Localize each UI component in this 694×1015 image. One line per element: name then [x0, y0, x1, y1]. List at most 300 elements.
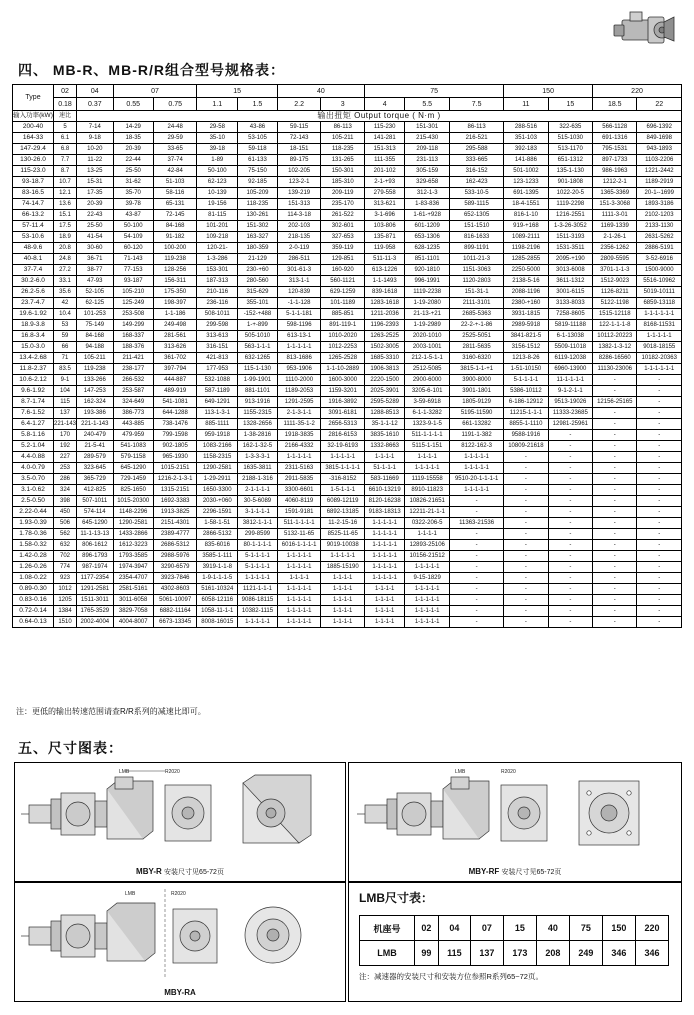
torque-cell: -: [593, 595, 637, 606]
torque-cell: 11-22: [77, 155, 114, 166]
torque-cell: 12981-25961: [548, 419, 592, 430]
torque-cell: 72-145: [153, 210, 197, 221]
row-ratio: 35.6: [54, 287, 77, 298]
torque-cell: 29-59: [153, 133, 197, 144]
torque-cell: 5-1-1-1-1: [504, 375, 548, 386]
torque-cell: 1-1-1-1: [365, 452, 405, 463]
torque-cell: 5-1-1-1-1: [238, 551, 278, 562]
torque-cell: 327-653: [321, 232, 365, 243]
row-ratio: 192: [54, 441, 77, 452]
torque-cell: 210-116: [197, 287, 238, 298]
torque-cell: 128-256: [153, 265, 197, 276]
torque-cell: 1-1-1-1: [405, 529, 450, 540]
table-row: [13, 166, 682, 177]
torque-cell: 1635-3811: [238, 463, 278, 474]
torque-cell: 501-1002: [504, 166, 548, 177]
torque-cell: 313-626: [153, 342, 197, 353]
lmb-row-label: LMB: [360, 941, 415, 966]
row-ratio: 15.1: [54, 210, 77, 221]
torque-cell: 6882-11164: [153, 606, 197, 617]
torque-cell: -: [504, 496, 548, 507]
row-ratio: 221-143: [54, 419, 77, 430]
torque-cell: -: [548, 518, 592, 529]
torque-cell: -152-+488: [238, 309, 278, 320]
torque-cell: -: [637, 496, 682, 507]
torque-cell: 151-31-1: [450, 287, 504, 298]
torque-cell: 151-301: [405, 122, 450, 133]
row-type: 16.8-3.4: [13, 331, 54, 342]
torque-cell: 2354-4707: [113, 573, 153, 584]
torque-cell: 1-19-2080: [405, 298, 450, 309]
torque-cell: 511-1-1-1-1: [277, 518, 321, 529]
torque-cell: 1-1-1-1-1: [238, 617, 278, 628]
torque-cell: 5195-11590: [450, 408, 504, 419]
table-row: [13, 155, 682, 166]
torque-cell: 1-1-1-1-1: [365, 562, 405, 573]
torque-cell: -: [548, 529, 592, 540]
torque-cell: 5132-11-65: [277, 529, 321, 540]
table-row: [13, 221, 682, 232]
torque-cell: 289-579: [77, 452, 114, 463]
torque-cell: -: [637, 430, 682, 441]
row-type: 23.7-4.7: [13, 298, 54, 309]
torque-cell: 162-423: [450, 177, 504, 188]
table-row: [13, 188, 682, 199]
torque-cell: 17-35: [77, 188, 114, 199]
torque-cell: 103-806: [365, 221, 405, 232]
row-type: 40-8.1: [13, 254, 54, 265]
torque-cell: 1103-2206: [637, 155, 682, 166]
torque-cell: 1323-9-1-5: [405, 419, 450, 430]
torque-cell: 2-1-26-1: [593, 232, 637, 243]
lmb-size: 07: [470, 916, 503, 941]
torque-cell: 1211-2036: [365, 309, 405, 320]
torque-cell: 1685-3310: [365, 353, 405, 364]
torque-cell: 1-1-1-1-1: [277, 584, 321, 595]
torque-cell: 91-182: [153, 232, 197, 243]
torque-cell: 1591-9181: [277, 507, 321, 518]
torque-cell: 32-19-6193: [321, 441, 365, 452]
torque-cell: -: [548, 507, 592, 518]
torque-cell: 92-185: [238, 177, 278, 188]
diagram-mby-ra: [14, 882, 346, 1002]
torque-cell: 613-13-1: [277, 331, 321, 342]
torque-cell: -: [593, 617, 637, 628]
torque-cell: 2809-5595: [593, 254, 637, 265]
row-ratio: 20.8: [54, 243, 77, 254]
torque-cell: 1-1-1-1-1: [405, 463, 450, 474]
torque-cell: -: [593, 573, 637, 584]
power-group-header: 40: [277, 85, 364, 98]
torque-cell: 119-958: [365, 243, 405, 254]
torque-cell: 1291-2595: [277, 397, 321, 408]
torque-cell: 5509-11018: [548, 342, 592, 353]
torque-cell: 628-1235: [405, 243, 450, 254]
dimension-section-heading: 五、尺寸图表：: [18, 740, 123, 756]
torque-cell: 1-5-1-1-1: [321, 485, 365, 496]
torque-cell: 1-19-2989: [405, 320, 450, 331]
torque-cell: 1-38-2816: [238, 430, 278, 441]
torque-cell: 177-953: [197, 364, 238, 375]
torque-cell: 115-230: [365, 122, 405, 133]
torque-cell: 12893-25106: [405, 540, 450, 551]
torque-cell: -: [450, 573, 504, 584]
lmb-note: 注：减速器的安装尺寸和安装方位参照R系列65~72页。: [359, 972, 543, 981]
torque-cell: 2151-4301: [153, 518, 197, 529]
torque-cell: 105-211: [77, 353, 114, 364]
torque-cell: 1011-21-3: [450, 254, 504, 265]
torque-cell: 216-521: [450, 133, 504, 144]
torque-cell: 1-1-1-1-1: [637, 331, 682, 342]
torque-cell: -: [593, 474, 637, 485]
torque-cell: 41-54: [77, 232, 114, 243]
torque-cell: 2356-1262: [593, 243, 637, 254]
power-group-header: 220: [593, 85, 682, 98]
torque-cell: 324-649: [113, 397, 153, 408]
torque-cell: 101-201: [197, 221, 238, 232]
row-type: 10.6-2.12: [13, 375, 54, 386]
torque-cell: 2512-5085: [405, 364, 450, 375]
table-row: [13, 353, 682, 364]
torque-cell: 209-119: [321, 188, 365, 199]
torque-cell: 313-621: [365, 199, 405, 210]
torque-cell: 29-58: [197, 122, 238, 133]
torque-cell: -: [450, 617, 504, 628]
torque-cell: 8120-16238: [365, 496, 405, 507]
row-type: 7.6-1.52: [13, 408, 54, 419]
table-row: [13, 529, 682, 540]
row-type: 2.22-0.44: [13, 507, 54, 518]
torque-cell: -: [504, 452, 548, 463]
row-type: 4.0-0.79: [13, 463, 54, 474]
table-row: [13, 441, 682, 452]
torque-cell: 215-430: [405, 133, 450, 144]
torque-cell: -: [504, 562, 548, 573]
table-row: [13, 408, 682, 419]
torque-cell: -: [593, 540, 637, 551]
torque-cell: 52-105: [77, 287, 114, 298]
row-type: 18.9-3.8: [13, 320, 54, 331]
torque-cell: 533-10-5: [450, 188, 504, 199]
torque-cell: 560-1121: [321, 276, 365, 287]
torque-cell: 1111-3-01: [593, 210, 637, 221]
torque-cell: 2111-3101: [450, 298, 504, 309]
svg-text:LMB: LMB: [119, 769, 130, 775]
torque-cell: 5161-10324: [197, 584, 238, 595]
torque-cell: 2525-5051: [450, 331, 504, 342]
torque-cell: 299-598: [197, 320, 238, 331]
torque-cell: 1-9-1-1-1-5: [197, 573, 238, 584]
torque-cell: 2102-1203: [637, 210, 682, 221]
torque-cell: 8910-11823: [405, 485, 450, 496]
torque-cell: 9018-18155: [637, 342, 682, 353]
torque-cell: 1-1-1-1-1: [365, 573, 405, 584]
torque-cell: 816-1-10: [504, 210, 548, 221]
diagram-2-caption: MBY-RF 安装尺寸见65-72页: [468, 867, 562, 876]
torque-cell: 1-1-1-1: [365, 606, 405, 617]
torque-cell: 156-311: [153, 276, 197, 287]
torque-cell: 919-+168: [504, 221, 548, 232]
torque-cell: 3815-1-1-+1: [450, 364, 504, 375]
torque-cell: 1169-1339: [593, 221, 637, 232]
row-ratio: 450: [54, 507, 77, 518]
torque-cell: -: [593, 386, 637, 397]
row-ratio: 83.5: [54, 364, 77, 375]
torque-cell: 5386-10112: [504, 386, 548, 397]
kw-value: 0.37: [77, 98, 114, 111]
torque-cell: 61-133: [238, 155, 278, 166]
torque-cell: 897-1733: [593, 155, 637, 166]
torque-cell: 1-58-1-51: [197, 518, 238, 529]
torque-cell: 1315-2151: [153, 485, 197, 496]
torque-cell: 2900-6000: [405, 375, 450, 386]
torque-cell: 60-120: [113, 243, 153, 254]
table-row: [13, 232, 682, 243]
torque-cell: 12211-21-1-1: [405, 507, 450, 518]
torque-cell: 839-1618: [365, 287, 405, 298]
torque-cell: 6673-13345: [153, 617, 197, 628]
row-type: 200-40: [13, 122, 54, 133]
torque-cell: 322-635: [548, 122, 592, 133]
torque-cell: 120-839: [277, 287, 321, 298]
torque-cell: -: [504, 540, 548, 551]
kw-value: 11: [504, 98, 548, 111]
torque-cell: 75-150: [238, 166, 278, 177]
torque-cell: 661-13282: [450, 419, 504, 430]
torque-cell: 301-61-3: [277, 265, 321, 276]
torque-cell: 266-532: [113, 375, 153, 386]
lmb-header-row: [360, 916, 669, 941]
torque-cell: 6960-13900: [548, 364, 592, 375]
torque-cell: 2686-5312: [153, 540, 197, 551]
torque-cell: 31-62: [113, 177, 153, 188]
torque-cell: 5819-11188: [548, 320, 592, 331]
torque-cell: 1918-3835: [277, 430, 321, 441]
torque-cell: 113-1-3-1: [197, 408, 238, 419]
torque-cell: -: [450, 551, 504, 562]
row-ratio: 1510: [54, 617, 77, 628]
row-ratio: 1012: [54, 584, 77, 595]
row-type: 15.0-3.0: [13, 342, 54, 353]
torque-cell: -: [593, 485, 637, 496]
row-ratio: 324: [54, 485, 77, 496]
torque-cell: 5115-1-151: [405, 441, 450, 452]
torque-cell: 579-1158: [113, 452, 153, 463]
table-row: [13, 485, 682, 496]
torque-cell: 212-1-5-1-1: [405, 353, 450, 364]
torque-cell: -: [504, 551, 548, 562]
table-row: [13, 265, 682, 276]
torque-cell: 94-188: [77, 342, 114, 353]
row-ratio: 27.2: [54, 265, 77, 276]
row-ratio: 506: [54, 518, 77, 529]
torque-cell: -: [504, 573, 548, 584]
torque-cell: -: [637, 485, 682, 496]
row-type: 0.83-0.16: [13, 595, 54, 606]
torque-cell: 36-71: [77, 254, 114, 265]
row-ratio: 923: [54, 573, 77, 584]
lmb-value: 346: [602, 941, 635, 966]
torque-cell: 151-313: [277, 199, 321, 210]
svg-text:LMB: LMB: [455, 769, 466, 775]
torque-cell: 20-1--1699: [637, 188, 682, 199]
torque-cell: 30-60: [77, 243, 114, 254]
torque-cell: 1531-3511: [548, 243, 592, 254]
torque-cell: 645-1290: [113, 463, 153, 474]
lmb-value: 99: [415, 941, 439, 966]
row-ratio: 8.7: [54, 166, 77, 177]
table-row: [13, 133, 682, 144]
torque-cell: 3611-1312: [548, 276, 592, 287]
torque-cell: 81-115: [197, 210, 238, 221]
table-row: [13, 177, 682, 188]
row-ratio: 1384: [54, 606, 77, 617]
torque-cell: 84-168: [153, 221, 197, 232]
torque-cell: 105-210: [113, 287, 153, 298]
lmb-size: 04: [438, 916, 470, 941]
torque-cell: -: [450, 496, 504, 507]
torque-cell: 1332-8663: [365, 441, 405, 452]
torque-cell: -: [593, 606, 637, 617]
torque-cell: 323-645: [77, 463, 114, 474]
torque-cell: -: [548, 485, 592, 496]
torque-cell: 2911-5835: [277, 474, 321, 485]
table-row: [13, 386, 682, 397]
torque-cell: 93-187: [113, 276, 153, 287]
torque-cell: 1600-3000: [321, 375, 365, 386]
torque-cell: 920-1810: [405, 265, 450, 276]
torque-cell: 2-1-+93: [365, 177, 405, 188]
torque-cell: 62-123: [197, 177, 238, 188]
torque-cell: 22-43: [77, 210, 114, 221]
torque-cell: 444-887: [153, 375, 197, 386]
diagram-mby-r: [14, 762, 346, 882]
torque-cell: 3923-7846: [153, 573, 197, 584]
torque-cell: 1-1-1-1-1: [405, 595, 450, 606]
torque-cell: -: [637, 463, 682, 474]
power-group-header: 07: [113, 85, 197, 98]
lmb-value: 115: [438, 941, 470, 966]
torque-cell: 1-61-+928: [405, 210, 450, 221]
torque-cell: 11130-23006: [593, 364, 637, 375]
torque-cell: 198-397: [153, 298, 197, 309]
torque-cell: 645-1290: [77, 518, 114, 529]
torque-cell: 881-1101: [238, 386, 278, 397]
torque-cell: -: [593, 408, 637, 419]
torque-cell: 1-+-899: [238, 320, 278, 331]
torque-cell: 361-702: [153, 353, 197, 364]
torque-cell: 515-1030: [548, 133, 592, 144]
torque-cell: 253-587: [113, 386, 153, 397]
torque-cell: 1110-2000: [277, 375, 321, 386]
torque-cell: -: [593, 584, 637, 595]
torque-cell: 729-1459: [113, 474, 153, 485]
torque-cell: 1290-2581: [113, 518, 153, 529]
torque-cell: 109-218: [197, 232, 238, 243]
torque-cell: 3091-6181: [321, 408, 365, 419]
torque-cell: -: [504, 617, 548, 628]
torque-cell: 1-89: [197, 155, 238, 166]
torque-cell: 151-302: [238, 221, 278, 232]
torque-cell: 996-1991: [405, 276, 450, 287]
torque-cell: 3931-1815: [504, 309, 548, 320]
torque-cell: 629-1259: [321, 287, 365, 298]
table-row: [13, 419, 682, 430]
torque-cell: 507-1011: [77, 496, 114, 507]
torque-cell: 33-65: [153, 144, 197, 155]
torque-cell: 3-52-6916: [637, 254, 682, 265]
torque-cell: 3701-1-1-3: [593, 265, 637, 276]
torque-cell: 18-151: [277, 144, 321, 155]
torque-cell: 421-813: [197, 353, 238, 364]
lmb-size: 40: [536, 916, 569, 941]
torque-cell: 532-1088: [197, 375, 238, 386]
torque-cell: 202-103: [277, 221, 321, 232]
row-type: 13.4-2.68: [13, 353, 54, 364]
torque-cell: 71-143: [113, 254, 153, 265]
torque-cell: 118-235: [321, 144, 365, 155]
torque-cell: 2088-1196: [504, 287, 548, 298]
torque-cell: 795-1531: [593, 144, 637, 155]
torque-cell: 21-5-41: [77, 441, 114, 452]
torque-cell: -: [593, 375, 637, 386]
torque-cell: 1511-3193: [548, 232, 592, 243]
torque-cell: 25-50: [113, 166, 153, 177]
torque-cell: 1120-2803: [450, 276, 504, 287]
lmb-value: 137: [470, 941, 503, 966]
torque-cell: -: [548, 562, 592, 573]
torque-cell: 100-200: [153, 243, 197, 254]
torque-cell: 2866-5132: [197, 529, 238, 540]
row-type: 1.42-0.28: [13, 551, 54, 562]
torque-cell: 1805-9129: [450, 397, 504, 408]
torque-cell: 1-1-1-1-1: [277, 595, 321, 606]
table-row: [13, 331, 682, 342]
torque-cell: -: [548, 474, 592, 485]
torque-cell: 39-78: [113, 199, 153, 210]
torque-cell: 9183-18313: [365, 507, 405, 518]
row-ratio: 33.1: [54, 276, 77, 287]
torque-cell: 598-1196: [277, 320, 321, 331]
torque-cell: 20-39: [113, 144, 153, 155]
torque-cell: 13-25: [77, 166, 114, 177]
row-ratio: 7.7: [54, 155, 77, 166]
row-ratio: 286: [54, 474, 77, 485]
table-row: [13, 474, 682, 485]
torque-cell: 43-86: [238, 122, 278, 133]
torque-cell: 119-238: [153, 254, 197, 265]
torque-cell: 114-3-18: [277, 210, 321, 221]
torque-cell: 35-70: [113, 188, 153, 199]
row-type: 5.8-1.16: [13, 430, 54, 441]
torque-cell: 3835-1610: [365, 430, 405, 441]
torque-cell: 162-324: [77, 397, 114, 408]
torque-cell: 10156-21512: [405, 551, 450, 562]
torque-cell: -: [637, 419, 682, 430]
diagram-mby-rf: [348, 762, 682, 882]
torque-cell: -: [548, 452, 592, 463]
row-type: 11.8-2.37: [13, 364, 54, 375]
torque-cell: 1511-3011: [77, 595, 114, 606]
lmb-size: 220: [635, 916, 668, 941]
torque-cell: 151-313: [365, 144, 405, 155]
torque-cell: 1765-3529: [77, 606, 114, 617]
power-group-header: 75: [365, 85, 504, 98]
torque-cell: 1-3-26-3052: [548, 221, 592, 232]
torque-cell: 1-1-1-1: [321, 617, 365, 628]
torque-cell: 238-177: [113, 364, 153, 375]
torque-cell: 11215-1-1-1: [504, 408, 548, 419]
